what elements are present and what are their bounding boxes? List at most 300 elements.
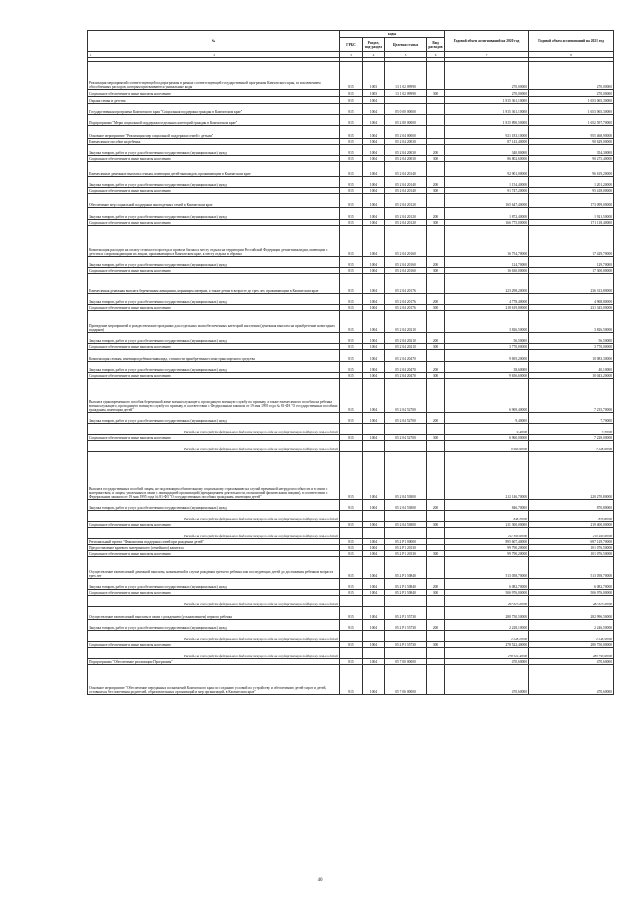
row-name: Подпрограмма "Меры социальной поддержки отдельных категорий граждан в Камчатском крае": [88, 115, 340, 126]
row-grbs: 815: [340, 294, 363, 305]
row-expense-type: 300: [427, 373, 445, 379]
header-codes: коды: [340, 31, 445, 38]
row-vol-2021: 2 246,50000: [529, 631, 614, 642]
row-target: 05 2 04 20470: [385, 373, 427, 379]
row-grbs: 815: [340, 522, 363, 528]
row-name: Компенсация семьям, имеющим ребенка-инвалида, стоимости приобретенного ими транспортного средства: [88, 350, 340, 362]
table-row: [88, 500, 614, 511]
row-section: 1004: [363, 115, 385, 126]
row-name: Социальное обеспечение и иные выплаты населению: [88, 551, 340, 557]
row-section: 1004: [363, 350, 385, 362]
row-expense-type: 200: [427, 500, 445, 511]
row-name: Обеспечение мер социальной поддержки многодетных семей в Камчатском крае: [88, 194, 340, 208]
row-target: [385, 631, 427, 642]
row-expense-type: 300: [427, 305, 445, 311]
row-vol-2021: 870,80000: [529, 500, 614, 511]
row-name: Социальное обеспечение и иные выплаты населению: [88, 188, 340, 194]
row-vol-2020: 6 960,00000: [445, 435, 529, 441]
header-vol-2020: Годовой объем ассигнований на 2020 год: [445, 31, 529, 52]
column-number: 7: [445, 52, 529, 58]
row-section: [363, 528, 385, 539]
row-target: [385, 648, 427, 659]
row-vol-2021: 3 826,50000: [529, 311, 614, 333]
row-vol-2020: 56,50000: [445, 333, 529, 344]
row-expense-type: [427, 379, 445, 413]
row-name: Закупка товаров, работ и услуг для обеспечения государственных (муниципальных) нужд: [88, 294, 340, 305]
row-section: 1004: [363, 257, 385, 268]
row-expense-type: 200: [427, 257, 445, 268]
row-section: 1004: [363, 607, 385, 620]
row-expense-type: [427, 162, 445, 177]
row-target: 05 2 04 20030: [385, 145, 427, 156]
row-name: Расходы за счет средств федерального бюджета текущего года на государственную поддержку семьи и детей: [88, 424, 340, 435]
row-section: 1004: [363, 104, 385, 115]
row-grbs: 815: [340, 435, 363, 441]
row-vol-2020: 211 300,00000: [445, 528, 529, 539]
row-target: 05 2 04 20470: [385, 350, 427, 362]
row-grbs: 815: [340, 557, 363, 579]
row-grbs: 815: [340, 188, 363, 194]
row-name: Ежемесячное пособие на ребенка: [88, 139, 340, 145]
row-expense-type: [427, 126, 445, 139]
row-grbs: 815: [340, 333, 363, 344]
row-target: 05 2 00 00000: [385, 115, 427, 126]
row-grbs: 815: [340, 115, 363, 126]
row-target: 05 7 06 00000: [385, 665, 427, 695]
row-vol-2021: 96 619,20000: [529, 162, 614, 177]
row-target: 05 2 04 20030: [385, 139, 427, 145]
row-target: 05 2 P1 50840: [385, 557, 427, 579]
row-vol-2020: 92 901,00000: [445, 162, 529, 177]
row-vol-2021: 697 129,70000: [529, 539, 614, 545]
row-target: 13 1 02 09990: [385, 62, 427, 90]
column-number: 1: [90, 53, 92, 57]
row-vol-2020: 470,60000: [445, 665, 529, 695]
subtotal-row: [88, 424, 614, 435]
row-name: Социальное обеспечение и иные выплаты населению: [88, 642, 340, 648]
row-grbs: 815: [340, 226, 363, 257]
table-row: [88, 665, 614, 695]
header-target: Целевая статья: [385, 38, 427, 52]
row-vol-2021: 280 750,00000: [529, 642, 614, 648]
row-target: 05 2 04 20120: [385, 220, 427, 226]
row-expense-type: 300: [427, 551, 445, 557]
row-vol-2021: 4 968,80000: [529, 294, 614, 305]
row-expense-type: 300: [427, 642, 445, 648]
row-name: Региональный проект "Финансовая поддержка семей при рождении детей": [88, 539, 340, 545]
row-target: 05 2 P1 20130: [385, 545, 427, 551]
row-target: 05 2 04 00000: [385, 126, 427, 139]
row-target: 05 2 04 20160: [385, 257, 427, 268]
subtotal-row: [88, 441, 614, 452]
row-grbs: 815: [340, 579, 363, 590]
row-vol-2020: 497 627,20000: [445, 596, 529, 607]
row-vol-2020: 211 300,00000: [445, 522, 529, 528]
row-vol-2021: 90 275,40000: [529, 156, 614, 162]
row-expense-type: 200: [427, 208, 445, 220]
row-expense-type: 200: [427, 362, 445, 373]
row-vol-2021: 220 270,80000: [529, 452, 614, 500]
table-row: [88, 208, 614, 220]
table-header: [88, 31, 614, 58]
row-vol-2021: 95 418,00000: [529, 188, 614, 194]
row-grbs: 815: [340, 344, 363, 350]
row-target: 05 2 P1 55730: [385, 607, 427, 620]
row-name: Ежемесячная денежная выплата беременным женщинам, кормящим матерям, а также детям в возрасте до трех лет, проживающим в Камчатском крае: [88, 274, 340, 294]
row-grbs: 815: [340, 139, 363, 145]
row-vol-2021: 1 921,50000: [529, 208, 614, 220]
row-section: 1004: [363, 194, 385, 208]
row-expense-type: [427, 607, 445, 620]
row-section: 1004: [363, 545, 385, 551]
row-name: Закупка товаров, работ и услуг для обеспечения государственных (муниципальных) нужд: [88, 145, 340, 156]
row-vol-2020: 270,00000: [445, 90, 529, 97]
header-vol-2021: Годовой объем ассигнований на 2021 год: [529, 31, 614, 52]
row-expense-type: [427, 648, 445, 659]
row-grbs: 815: [340, 90, 363, 97]
row-grbs: 815: [340, 145, 363, 156]
row-vol-2020: 1 815 890,50000: [445, 115, 529, 126]
row-section: 1004: [363, 539, 385, 545]
row-section: [363, 648, 385, 659]
row-target: 05 2 04 53800: [385, 452, 427, 500]
row-vol-2020: 1 154,40000: [445, 177, 529, 188]
budget-table: [87, 30, 614, 695]
row-target: 05 2 04 20120: [385, 194, 427, 208]
row-section: 1004: [363, 642, 385, 648]
table-row: [88, 557, 614, 579]
row-vol-2021: 17 429,70000: [529, 226, 614, 257]
table-row: [88, 607, 614, 620]
page-number: 40: [317, 878, 323, 883]
row-vol-2021: 6 082,70000: [529, 579, 614, 590]
row-vol-2021: 231 345,00000: [529, 305, 614, 311]
row-section: [363, 511, 385, 522]
row-vol-2021: 90 629,00000: [529, 139, 614, 145]
row-section: 1004: [363, 379, 385, 413]
row-grbs: [340, 424, 363, 435]
row-expense-type: 300: [427, 188, 445, 194]
row-name: Социальное обеспечение и иные выплаты населению: [88, 220, 340, 226]
row-name: Закупка товаров, работ и услуг для обеспечения государственных (муниципальных) нужд: [88, 579, 340, 590]
row-grbs: 815: [340, 208, 363, 220]
table-row: [88, 413, 614, 424]
row-section: 1004: [363, 274, 385, 294]
row-vol-2020: 278 522,40000: [445, 648, 529, 659]
row-section: 1004: [363, 97, 385, 104]
row-target: [385, 528, 427, 539]
row-vol-2021: 56,50000: [529, 333, 614, 344]
column-number: 2: [213, 53, 216, 57]
row-vol-2020: 1 872,40000: [445, 208, 529, 220]
row-target: 05 7 00 00000: [385, 659, 427, 665]
row-target: 05 2 04 52700: [385, 435, 427, 441]
table-row: [88, 226, 614, 257]
row-section: 1004: [363, 208, 385, 220]
row-target: 05 2 04 20140: [385, 177, 427, 188]
header-grbs: ГРБС: [340, 38, 363, 52]
row-section: 1004: [363, 139, 385, 145]
row-grbs: 815: [340, 311, 363, 333]
row-section: 1004: [363, 665, 385, 695]
row-grbs: 815: [340, 500, 363, 511]
row-vol-2020: 6 960,00000: [445, 441, 529, 452]
column-number: 8: [529, 52, 614, 58]
row-section: 1003: [363, 90, 385, 97]
row-vol-2021: 3 770,00000: [529, 344, 614, 350]
row-vol-2021: 219 400,00000: [529, 522, 614, 528]
row-name: Основное мероприятие "Обеспечение переданных полномочий Камчатского края по созданию условий по устройству и обеспечению детей-сирот и детей, оставшихся без попечения родителей, образовательных организаций и мер организаций, в Камчатском крае": [88, 665, 340, 695]
subtotal-row: [88, 648, 614, 659]
row-name: Реализация мероприятий соответствующей подпрограммы в рамках соответствующей государственной программы Камчатского края, за исключением обособленных расходов, которым присваиваются уникальные коды: [88, 62, 340, 90]
row-vol-2020: 6 969,40000: [445, 379, 529, 413]
row-section: 1004: [363, 620, 385, 631]
row-vol-2021: 1 653 065,30000: [529, 97, 614, 104]
row-grbs: 815: [340, 659, 363, 665]
row-section: 1004: [363, 579, 385, 590]
row-vol-2021: 354,30000: [529, 145, 614, 156]
table-row: [88, 311, 614, 333]
row-target: [385, 97, 427, 104]
row-expense-type: 200: [427, 145, 445, 156]
row-expense-type: [427, 311, 445, 333]
row-name: Основное мероприятие "Реализация мер социальной поддержки семей с детьми": [88, 126, 340, 139]
row-vol-2020: 99 790,20000: [445, 551, 529, 557]
row-vol-2021: 470,60000: [529, 665, 614, 695]
row-section: 1004: [363, 156, 385, 162]
row-vol-2020: 9,40000: [445, 413, 529, 424]
row-grbs: 815: [340, 373, 363, 379]
row-target: 05 2 04 20120: [385, 208, 427, 220]
row-vol-2021: 101 076,50000: [529, 545, 614, 551]
row-vol-2020: 513 058,70000: [445, 557, 529, 579]
row-target: [385, 441, 427, 452]
row-expense-type: [427, 557, 445, 579]
row-target: 05 2 P1 50840: [385, 579, 427, 590]
row-vol-2021: 129,70000: [529, 257, 614, 268]
row-vol-2020: 280 750,50000: [445, 607, 529, 620]
row-section: 1004: [363, 305, 385, 311]
row-grbs: 815: [340, 62, 363, 90]
row-vol-2020: 99 790,20000: [445, 545, 529, 551]
row-vol-2020: 9 656,60000: [445, 373, 529, 379]
row-expense-type: [427, 274, 445, 294]
row-target: 05 2 04 53800: [385, 522, 427, 528]
row-target: 05 2 04 52700: [385, 413, 427, 424]
row-name: Компенсация расходов на оплату стоимости проезда и провоза багажа к месту отдыха на территории Российской Федерации детям-инвалидам, имеющим с детства и сопровождающим их лицам, проживающим в Камчатском крае, к месту отдыха и обратно: [88, 226, 340, 257]
row-name: Социальное обеспечение и иные выплаты населению: [88, 522, 340, 528]
row-name: Предоставление краевого материнского (семейного) капитала: [88, 545, 340, 551]
row-expense-type: 300: [427, 522, 445, 528]
row-expense-type: 300: [427, 268, 445, 274]
row-expense-type: [427, 452, 445, 500]
row-section: [363, 631, 385, 642]
row-vol-2020: 895 607,40000: [445, 539, 529, 545]
row-section: 1004: [363, 362, 385, 373]
row-section: 1004: [363, 590, 385, 596]
row-target: 05 2 04 52700: [385, 379, 427, 413]
table-row: [88, 162, 614, 177]
row-name: Закупка товаров, работ и услуг для обеспечения государственных (муниципальных) нужд: [88, 362, 340, 373]
table-row: [88, 579, 614, 590]
row-target: 05 2 04 20140: [385, 188, 427, 194]
row-vol-2020: 846,70000: [445, 500, 529, 511]
row-section: 1004: [363, 344, 385, 350]
table-row: [88, 362, 614, 373]
row-grbs: [340, 631, 363, 642]
row-target: 05 2 04 20210: [385, 344, 427, 350]
row-vol-2020: 506 976,00000: [445, 590, 529, 596]
row-vol-2021: 17 300,00000: [529, 268, 614, 274]
row-name: Закупка товаров, работ и услуг для обеспечения государственных (муниципальных) нужд: [88, 333, 340, 344]
row-vol-2020: 165 647,40000: [445, 194, 529, 208]
row-name: Закупка товаров, работ и услуг для обеспечения государственных (муниципальных) нужд: [88, 620, 340, 631]
table-row: [88, 333, 614, 344]
table-row: [88, 452, 614, 500]
row-vol-2020: 1 815 361,10000: [445, 104, 529, 115]
row-expense-type: [427, 596, 445, 607]
row-vol-2021: 506 976,00000: [529, 590, 614, 596]
row-section: [363, 424, 385, 435]
row-vol-2021: 1 653 065,30000: [529, 104, 614, 115]
row-vol-2020: 2 228,10000: [445, 620, 529, 631]
row-name: Осуществление ежемесячной выплаты в связи с рождением (усыновлением) первого ребенка: [88, 607, 340, 620]
row-name: Социальное обеспечение и иные выплаты населению: [88, 344, 340, 350]
row-expense-type: [427, 104, 445, 115]
row-section: 1003: [363, 62, 385, 90]
row-vol-2020: 470,60000: [445, 659, 529, 665]
row-name: Расходы за счет средств федерального бюджета текущего года на государственную поддержку семьи и детей: [88, 511, 340, 522]
table-row: [88, 194, 614, 208]
row-vol-2021: 7,70000: [529, 424, 614, 435]
row-grbs: 815: [340, 665, 363, 695]
row-vol-2020: 846,70000: [445, 511, 529, 522]
row-vol-2021: 7 235,70000: [529, 379, 614, 413]
row-grbs: [340, 648, 363, 659]
row-vol-2021: 40,10000: [529, 362, 614, 373]
row-name: Социальное обеспечение и иные выплаты населению: [88, 268, 340, 274]
row-name: Закупка товаров, работ и услуг для обеспечения государственных (муниципальных) нужд: [88, 500, 340, 511]
row-target: 05 2 04 20160: [385, 268, 427, 274]
row-name: Государственная программа Камчатского края "Социальная поддержка граждан в Камчатском крае": [88, 104, 340, 115]
subtotal-row: [88, 528, 614, 539]
row-target: 05 2 04 20210: [385, 333, 427, 344]
row-target: 05 2 04 20176: [385, 274, 427, 294]
row-grbs: 815: [340, 162, 363, 177]
row-expense-type: 200: [427, 177, 445, 188]
row-name: Социальное обеспечение и иные выплаты населению: [88, 373, 340, 379]
row-target: 05 2 P1 50840: [385, 590, 427, 596]
row-vol-2021: 7 228,00000: [529, 441, 614, 452]
row-name: Социальное обеспечение и иные выплаты населению: [88, 90, 340, 97]
row-name: Закупка товаров, работ и услуг для обеспечения государственных (муниципальных) нужд: [88, 177, 340, 188]
row-expense-type: 200: [427, 579, 445, 590]
row-grbs: [340, 528, 363, 539]
row-name: Расходы за счет средств федерального бюджета текущего года на государственную поддержку семьи и детей: [88, 441, 340, 452]
row-vol-2021: 171 118,40000: [529, 220, 614, 226]
row-expense-type: [427, 631, 445, 642]
header-expense-type: Вид расходов: [427, 38, 445, 52]
row-section: 1004: [363, 126, 385, 139]
table-row: [88, 97, 614, 104]
table-row: [88, 126, 614, 139]
row-expense-type: [427, 115, 445, 126]
row-vol-2021: 870,80000: [529, 511, 614, 522]
row-target: 05 2 04 20160: [385, 226, 427, 257]
row-name: Социальное обеспечение и иные выплаты населению: [88, 156, 340, 162]
table-row: [88, 62, 614, 90]
row-grbs: 815: [340, 590, 363, 596]
row-section: 1004: [363, 188, 385, 194]
row-name: Расходы за счет средств федерального бюджета текущего года на государственную поддержку семьи и детей: [88, 631, 340, 642]
row-vol-2021: 481 627,20000: [529, 596, 614, 607]
row-expense-type: [427, 511, 445, 522]
subtotal-row: [88, 511, 614, 522]
row-vol-2021: 10 083,30000: [529, 350, 614, 362]
row-section: 1004: [363, 500, 385, 511]
table-row: [88, 115, 614, 126]
row-grbs: 815: [340, 620, 363, 631]
row-expense-type: 200: [427, 620, 445, 631]
row-vol-2020: 921 183,10000: [445, 126, 529, 139]
row-target: 13 1 02 09990: [385, 90, 427, 97]
table-row: [88, 145, 614, 156]
row-vol-2020: 166 775,00000: [445, 220, 529, 226]
row-section: 1004: [363, 294, 385, 305]
row-vol-2020: 270,00000: [445, 62, 529, 90]
subtotal-row: [88, 596, 614, 607]
row-vol-2021: 280 750,00000: [529, 648, 614, 659]
row-vol-2021: 10 043,20000: [529, 373, 614, 379]
header-num: №: [88, 31, 340, 52]
row-target: 05 0 00 00000: [385, 104, 427, 115]
row-expense-type: 200: [427, 294, 445, 305]
row-expense-type: [427, 441, 445, 452]
row-grbs: 815: [340, 268, 363, 274]
row-target: 05 2 04 20470: [385, 362, 427, 373]
row-name: Социальное обеспечение и иные выплаты населению: [88, 305, 340, 311]
row-name: Закупка товаров, работ и услуг для обеспечения государственных (муниципальных) нужд: [88, 413, 340, 424]
row-section: 1004: [363, 435, 385, 441]
row-expense-type: 300: [427, 590, 445, 596]
row-target: 05 2 04 53800: [385, 500, 427, 511]
table-row: [88, 350, 614, 362]
row-section: 1004: [363, 522, 385, 528]
row-name: Расходы за счет средств федерального бюджета текущего года на государственную поддержку семьи и детей: [88, 528, 340, 539]
row-name: Осуществление ежемесячной денежной выплаты, назначаемой в случае рождения третьего ребенка или последующих детей до достижения ребенком возраста трех лет: [88, 557, 340, 579]
row-grbs: 815: [340, 452, 363, 500]
row-vol-2021: 270,00000: [529, 62, 614, 90]
row-section: 1004: [363, 220, 385, 226]
row-vol-2021: 7,70000: [529, 413, 614, 424]
row-grbs: 815: [340, 257, 363, 268]
row-expense-type: [427, 97, 445, 104]
row-expense-type: 200: [427, 413, 445, 424]
row-expense-type: 300: [427, 90, 445, 97]
row-grbs: 815: [340, 642, 363, 648]
row-section: 1004: [363, 145, 385, 156]
row-vol-2021: 470,60000: [529, 659, 614, 665]
row-grbs: 815: [340, 126, 363, 139]
column-number: 4: [363, 52, 385, 58]
row-vol-2021: 955 468,90000: [529, 126, 614, 139]
table-body: [88, 58, 614, 695]
row-grbs: 815: [340, 220, 363, 226]
row-expense-type: 300: [427, 156, 445, 162]
row-expense-type: [427, 424, 445, 435]
row-section: 1004: [363, 557, 385, 579]
row-grbs: 815: [340, 177, 363, 188]
